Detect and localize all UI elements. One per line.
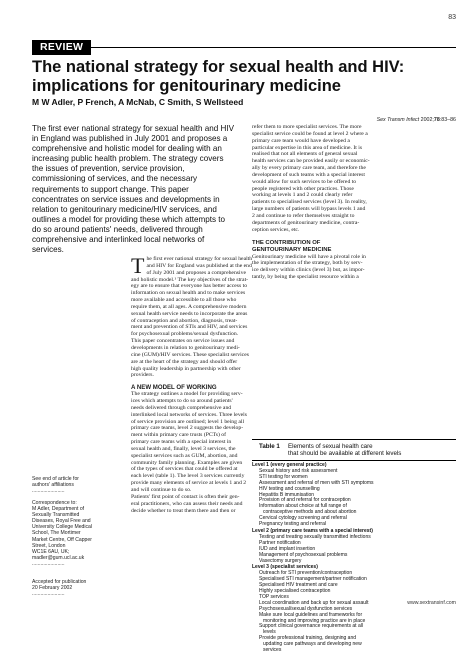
body-line: he first ever national strategy for sexual health [146,256,253,262]
body-line: people registered with other practices. Those [252,185,354,192]
body-line: decide whether to treat them there and then or [131,507,236,514]
abstract-line: requirements to support change. This paper [32,184,189,194]
table-list-item: contraceptive methods and about abortion [263,509,357,516]
table-list-item: Pregnancy testing and referral [259,521,326,528]
body-line: departments of genitourinary medicine, contra- [252,219,360,226]
table-list-item: Cervical cytology screening and referral [259,515,347,522]
table-list-item: HIV testing and counselling [259,485,320,492]
section-heading [252,240,456,254]
abstract-line: The first ever national strategy for sexual health and HIV [32,124,234,133]
middle-column [131,253,253,514]
abstract-line: services. [32,245,64,255]
body-line: sexual health service needs to incorporate the areas [131,310,248,317]
body-line: and will continue to do so. [131,487,192,493]
body-line: information on sexual health and to make services [131,290,246,297]
table-body [252,463,456,654]
body-line: specialist service could be found at level 2 where a [252,130,368,137]
body-line: needs delivered through comprehensive and [131,404,232,411]
citation-journal: Sex Transm Infect [376,117,420,123]
table-list-item: Testing and treating sexually transmitted infections [259,533,371,540]
table-list-item: Hepatitis B immunisation [259,491,315,498]
email-link[interactable]: madler@gum.ucl.ac.uk [32,554,85,561]
table-list-item: TOP services [259,593,289,600]
margin-line: Sexually Transmitted [32,512,80,519]
table-list-item: Sexual history and risk assessment [259,467,338,474]
body-line: ice delivery within clinics (level 3) but, as impor- [252,267,365,274]
body-line: of service provision are outlined; level 1 being all [131,418,245,425]
referral-paragraph [252,124,456,234]
table-list-item: Outreach for STI prevention/contraception [259,570,353,577]
body-line: primary care teams, level 2 suggests the develop- [131,425,244,432]
table-list-item: STI testing for women [259,473,308,480]
body-line: for psychosexual problems/sexual dysfunction. [131,331,239,338]
body-line: and holistic model.¹ The key objectives of the strat- [131,276,249,283]
margin-divider: ....................... [32,591,65,598]
abstract-line: outlines a model for providing these which attempts to [32,214,226,224]
abstract-line: commissioning of services, and the necessary [32,174,198,184]
body-line: provide many elements of service at levels 1 and 2 [131,480,247,487]
body-line: health services can be provided easily or economic- [252,158,370,165]
table-list-item: Partner notification [259,539,301,546]
citation-volume: 78 [433,117,440,123]
level-heading: Level 1 (every general practice) [252,462,327,468]
table-caption [252,440,456,457]
body-line: ception services, etc. [252,226,300,233]
journal-citation [377,117,456,123]
abstract-line: the issues of prevention, service provision, [32,164,185,174]
journal-url[interactable]: www.sextransinf.com [407,600,456,606]
body-line: eral practitioners, who can assess their needs and [131,500,243,507]
body-line: high quality leadership in partnership with other [131,365,241,372]
margin-line: Diseases, Royal Free and [32,518,91,525]
body-line: primary care teams with a special interest in [131,439,232,446]
body-line: Patients' first point of contact is often their gen- [131,493,240,500]
heading-line: THE CONTRIBUTION OF [252,239,321,246]
table-caption-text [288,443,401,457]
title-line: The national strategy for sexual health and HIV: [32,58,405,76]
body-line: cine (GUM)/HIV services. These specialist services [131,351,249,358]
margin-line: WC1E 6AU, UK; [32,548,70,555]
heading-line: GENITOURINARY MEDICINE [252,246,332,253]
table-label: Table 1 [259,443,280,450]
drop-cap: T [131,253,145,278]
table-rule [252,460,456,461]
table-list-item: updating care pathways and developing new [263,641,362,648]
body-line: Genitourinary medicine will have a pivotal role in [252,253,366,260]
citation-year: 2002; [419,117,434,123]
margin-accepted [32,579,122,597]
page-number: 83 [448,14,456,21]
body-line: ices which attempts to do so around patients' [131,398,233,405]
margin-line: M Adler, Department of [32,506,85,513]
citation-pages: :83–86 [439,117,456,123]
abstract-line: do so around patients' needs, delivered through [32,224,203,234]
table-list-item: Provide professional training, designing and [259,635,357,642]
abstract-line: comprehensive and holistic model for dealing with an [32,144,222,154]
margin-line: Accepted for publication [32,579,87,585]
table-list-item: levels [263,629,276,636]
body-line: working at levels 1 and 2 could clearly refer [252,192,353,199]
body-line: of contraception and abortion, diagnosis, treat- [131,317,238,324]
body-line: each level (table 1). The level 3 services currently [131,473,245,480]
body-line: interlinked local networks of services. Three levels [131,411,247,418]
body-line: specialist services such as GUM, abortion, and [131,452,238,459]
table-list-item: Vasectomy surgery [259,557,302,564]
body-line: would allow for such services to be offered to [252,178,357,185]
body-line: and HIV for England was published at the end [146,262,252,269]
abstract [32,124,244,255]
abstract-text [32,124,244,255]
body-line: primary care team would have developed a [252,137,350,144]
table-list-item: services [263,647,282,654]
body-line: of the types of services that could be offered at [131,466,238,473]
body-line: ment and prevention of STIs and HIV, and services [131,324,248,331]
margin-line: Correspondence to: [32,500,77,506]
body-line: tantly, by being the specialist resource within a [252,274,359,281]
table-list-item: Specialised HIV treatment and care [259,582,338,589]
intro-paragraph [131,253,253,379]
margin-correspondence [32,500,122,567]
margin-line: 20 February 2002 [32,585,73,592]
abstract-line: in England was published in July 2001 and proposes a [32,134,228,144]
body-line: particular expertise in this area of medicine. It is [252,144,363,151]
body-line: require them, at all ages. A comprehensive modern [131,303,247,310]
body-line: large numbers of patients will bypass levels 1 and [252,206,366,213]
body-line: the implementation of the strategy, both by serv- [252,260,363,267]
table-list-item: monitoring and improving practice are in place [263,617,366,624]
table-level-block [252,565,456,654]
margin-divider: ....................... [32,560,65,567]
right-column [252,124,456,281]
table-level-block [252,529,456,564]
table-list-item: Support clinical governance requirements at all [259,623,363,630]
level-heading: Level 2 (primary care teams with a special interest) [252,527,373,534]
body-line: providers. [131,372,154,379]
margin-line: authors' affiliations [32,482,74,489]
body-line: ally by every primary care team, and therefore the [252,165,366,172]
title-line: implications for genitourinary medicine [32,77,341,95]
body-line: sexual health and, finally, level 3 services, the [131,445,236,452]
body-line: more available and accessible to all those who [131,297,237,304]
body-line: community family planning. Examples are given [131,459,243,466]
body-line: developments in relation to genitourinary medi- [131,344,240,351]
section-badge: REVIEW [32,40,91,55]
table-level-block [252,463,456,528]
body-line: egy are to ensure that everyone has better access to [131,283,248,290]
table-list-item: Specialised STI management/partner notification [259,576,367,583]
table-list-item: Make sure local guidelines and frameworks for [259,611,363,618]
margin-line: Market Centre, Off Capper [32,536,92,543]
body-line: development of such teams with a special interest [252,171,365,178]
article-title [32,58,462,96]
table-list-item: Assessment and referral of men with STI symptoms [259,479,374,486]
abstract-line: comprehensive and interlinked local networks of [32,235,205,245]
table-list-item: Psychosexual/sexual dysfunction services [259,605,353,612]
body-line: This paper concentrates on service issues and [131,338,235,345]
abstract-line: increasing public health problem. The strategy covers [32,154,224,164]
level-heading: Level 3 (specialist services) [252,564,318,571]
section-heading: A NEW MODEL OF WORKING [131,384,217,392]
caption-line: Elements of sexual health care [288,443,373,450]
body-line: realised that not all elements of general sexual [252,151,358,158]
contribution-paragraph [252,254,456,281]
table-list-item: Management of psychosexual problems [259,551,348,558]
table-list-item: Provision of and referral for contraception [259,497,351,504]
margin-divider: ....................... [32,488,65,495]
table-list-item: Information about choice at full range of [259,503,347,510]
table-list-item: IUD and implant insertion [259,545,316,552]
body-line: refer them to more specialist services. The more [252,124,362,130]
model-paragraph [131,391,247,514]
margin-line: School, The Mortimer [32,530,81,537]
body-line: of July 2001 and proposes a comprehensive [146,269,246,276]
abstract-line: relation to genitourinary medicine/HIV services, and [32,204,217,214]
table-list-item: Local coordination and back up for sexual assault [259,599,369,606]
margin-line: See end of article for [32,476,80,482]
header-rule [32,47,456,48]
body-line: ment within primary care trusts (PCTs) of [131,432,227,439]
table-list-item: Highly specialised contraception [259,588,331,595]
body-line: are at the heart of the strategy and should offer [131,358,238,365]
body-line: patients to specialised services (level 3). In reality, [252,199,367,206]
body-line: The strategy outlines a model for providing serv- [131,391,243,398]
margin-line: University College Medical [32,524,93,531]
caption-line: that should be available at different levels [288,450,402,457]
abstract-line: concentrates on service issues and developments in [32,194,220,204]
author-list: M W Adler, P French, A McNab, C Smith, S Wellsteed [32,97,244,107]
body-line: 2 and continue to refer themselves straight to [252,212,355,219]
margin-affiliations [32,476,122,494]
margin-line: Street, London [32,542,66,549]
